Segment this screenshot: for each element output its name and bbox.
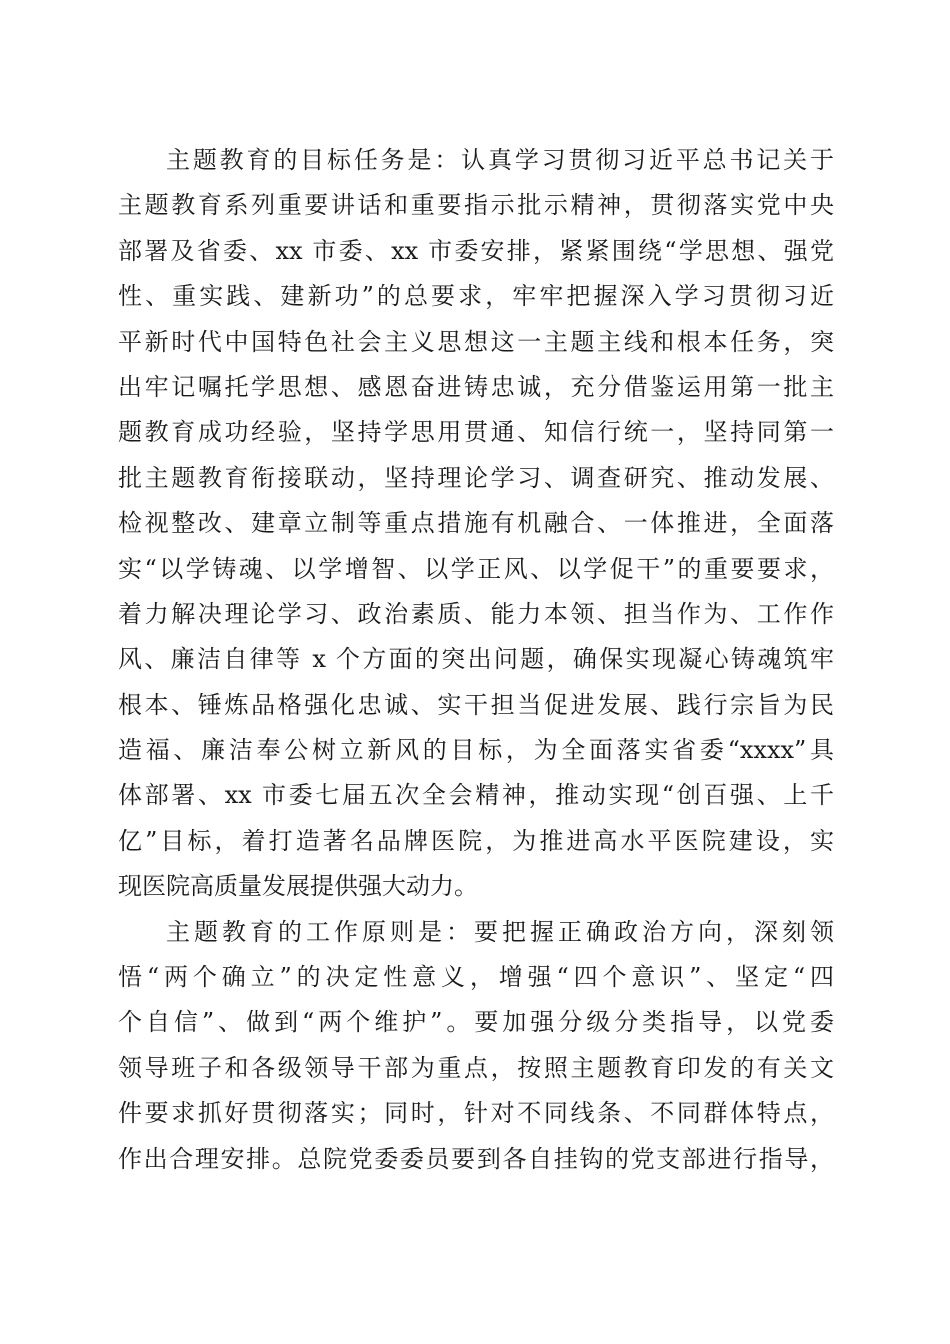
text-line: 检视整改、建章立制等重点措施有机融合、一体推进，全面落 <box>118 509 834 538</box>
text-line: 部署及省委、xx 市委、xx 市委安排，紧紧围绕“学思想、强党 <box>118 236 834 265</box>
text-line: 体部署、xx 市委七届五次全会精神，推动实现“创百强、上千 <box>118 781 834 810</box>
text-line: 根本、锤炼品格强化忠诚、实干担当促进发展、践行宗旨为民 <box>118 690 834 719</box>
text-line: 件要求抓好贯彻落实；同时，针对不同线条、不同群体特点， <box>118 1099 834 1128</box>
text-line: 实“以学铸魂、以学增智、以学正风、以学促干”的重要要求， <box>118 554 834 583</box>
text-line: 题教育成功经验，坚持学思用贯通、知信行统一，坚持同第一 <box>118 418 834 447</box>
text-line: 个自信”、做到“两个维护”。要加强分级分类指导，以党委 <box>118 1008 834 1037</box>
text-line: 亿”目标，着打造著名品牌医院，为推进高水平医院建设，实 <box>118 826 834 855</box>
text-line: 出牢记嘱托学思想、感恩奋进铸忠诚，充分借鉴运用第一批主 <box>118 372 834 401</box>
document-body <box>118 138 834 1182</box>
text-line: 主题教育的工作原则是：要把握正确政治方向，深刻领 <box>166 917 834 946</box>
text-line: 主题教育的目标任务是：认真学习贯彻习近平总书记关于 <box>166 146 834 174</box>
text-line: 批主题教育衔接联动，坚持理论学习、调查研究、推动发展、 <box>118 463 834 492</box>
text-line: 领导班子和各级领导干部为重点，按照主题教育印发的有关文 <box>118 1053 834 1082</box>
paragraph-goals <box>118 138 834 910</box>
text-line: 主题教育系列重要讲话和重要指示批示精神，贯彻落实党中央 <box>118 191 834 220</box>
text-line: 风、廉洁自律等 x 个方面的突出问题，确保实现凝心铸魂筑牢 <box>118 645 834 674</box>
paragraph-principles <box>118 910 834 1182</box>
text-line: 悟“两个确立”的决定性意义，增强“四个意识”、坚定“四 <box>118 963 834 992</box>
text-line: 着力解决理论学习、政治素质、能力本领、担当作为、工作作 <box>118 599 834 628</box>
text-line: 造福、廉洁奉公树立新风的目标，为全面落实省委“xxxx”具 <box>118 736 834 765</box>
text-line: 作出合理安排。总院党委委员要到各自挂钩的党支部进行指导， <box>118 1144 834 1173</box>
text-line: 现医院高质量发展提供强大动力。 <box>118 872 478 901</box>
text-line: 性、重实践、建新功”的总要求，牢牢把握深入学习贯彻习近 <box>118 282 834 311</box>
text-line: 平新时代中国特色社会主义思想这一主题主线和根本任务，突 <box>118 327 834 356</box>
